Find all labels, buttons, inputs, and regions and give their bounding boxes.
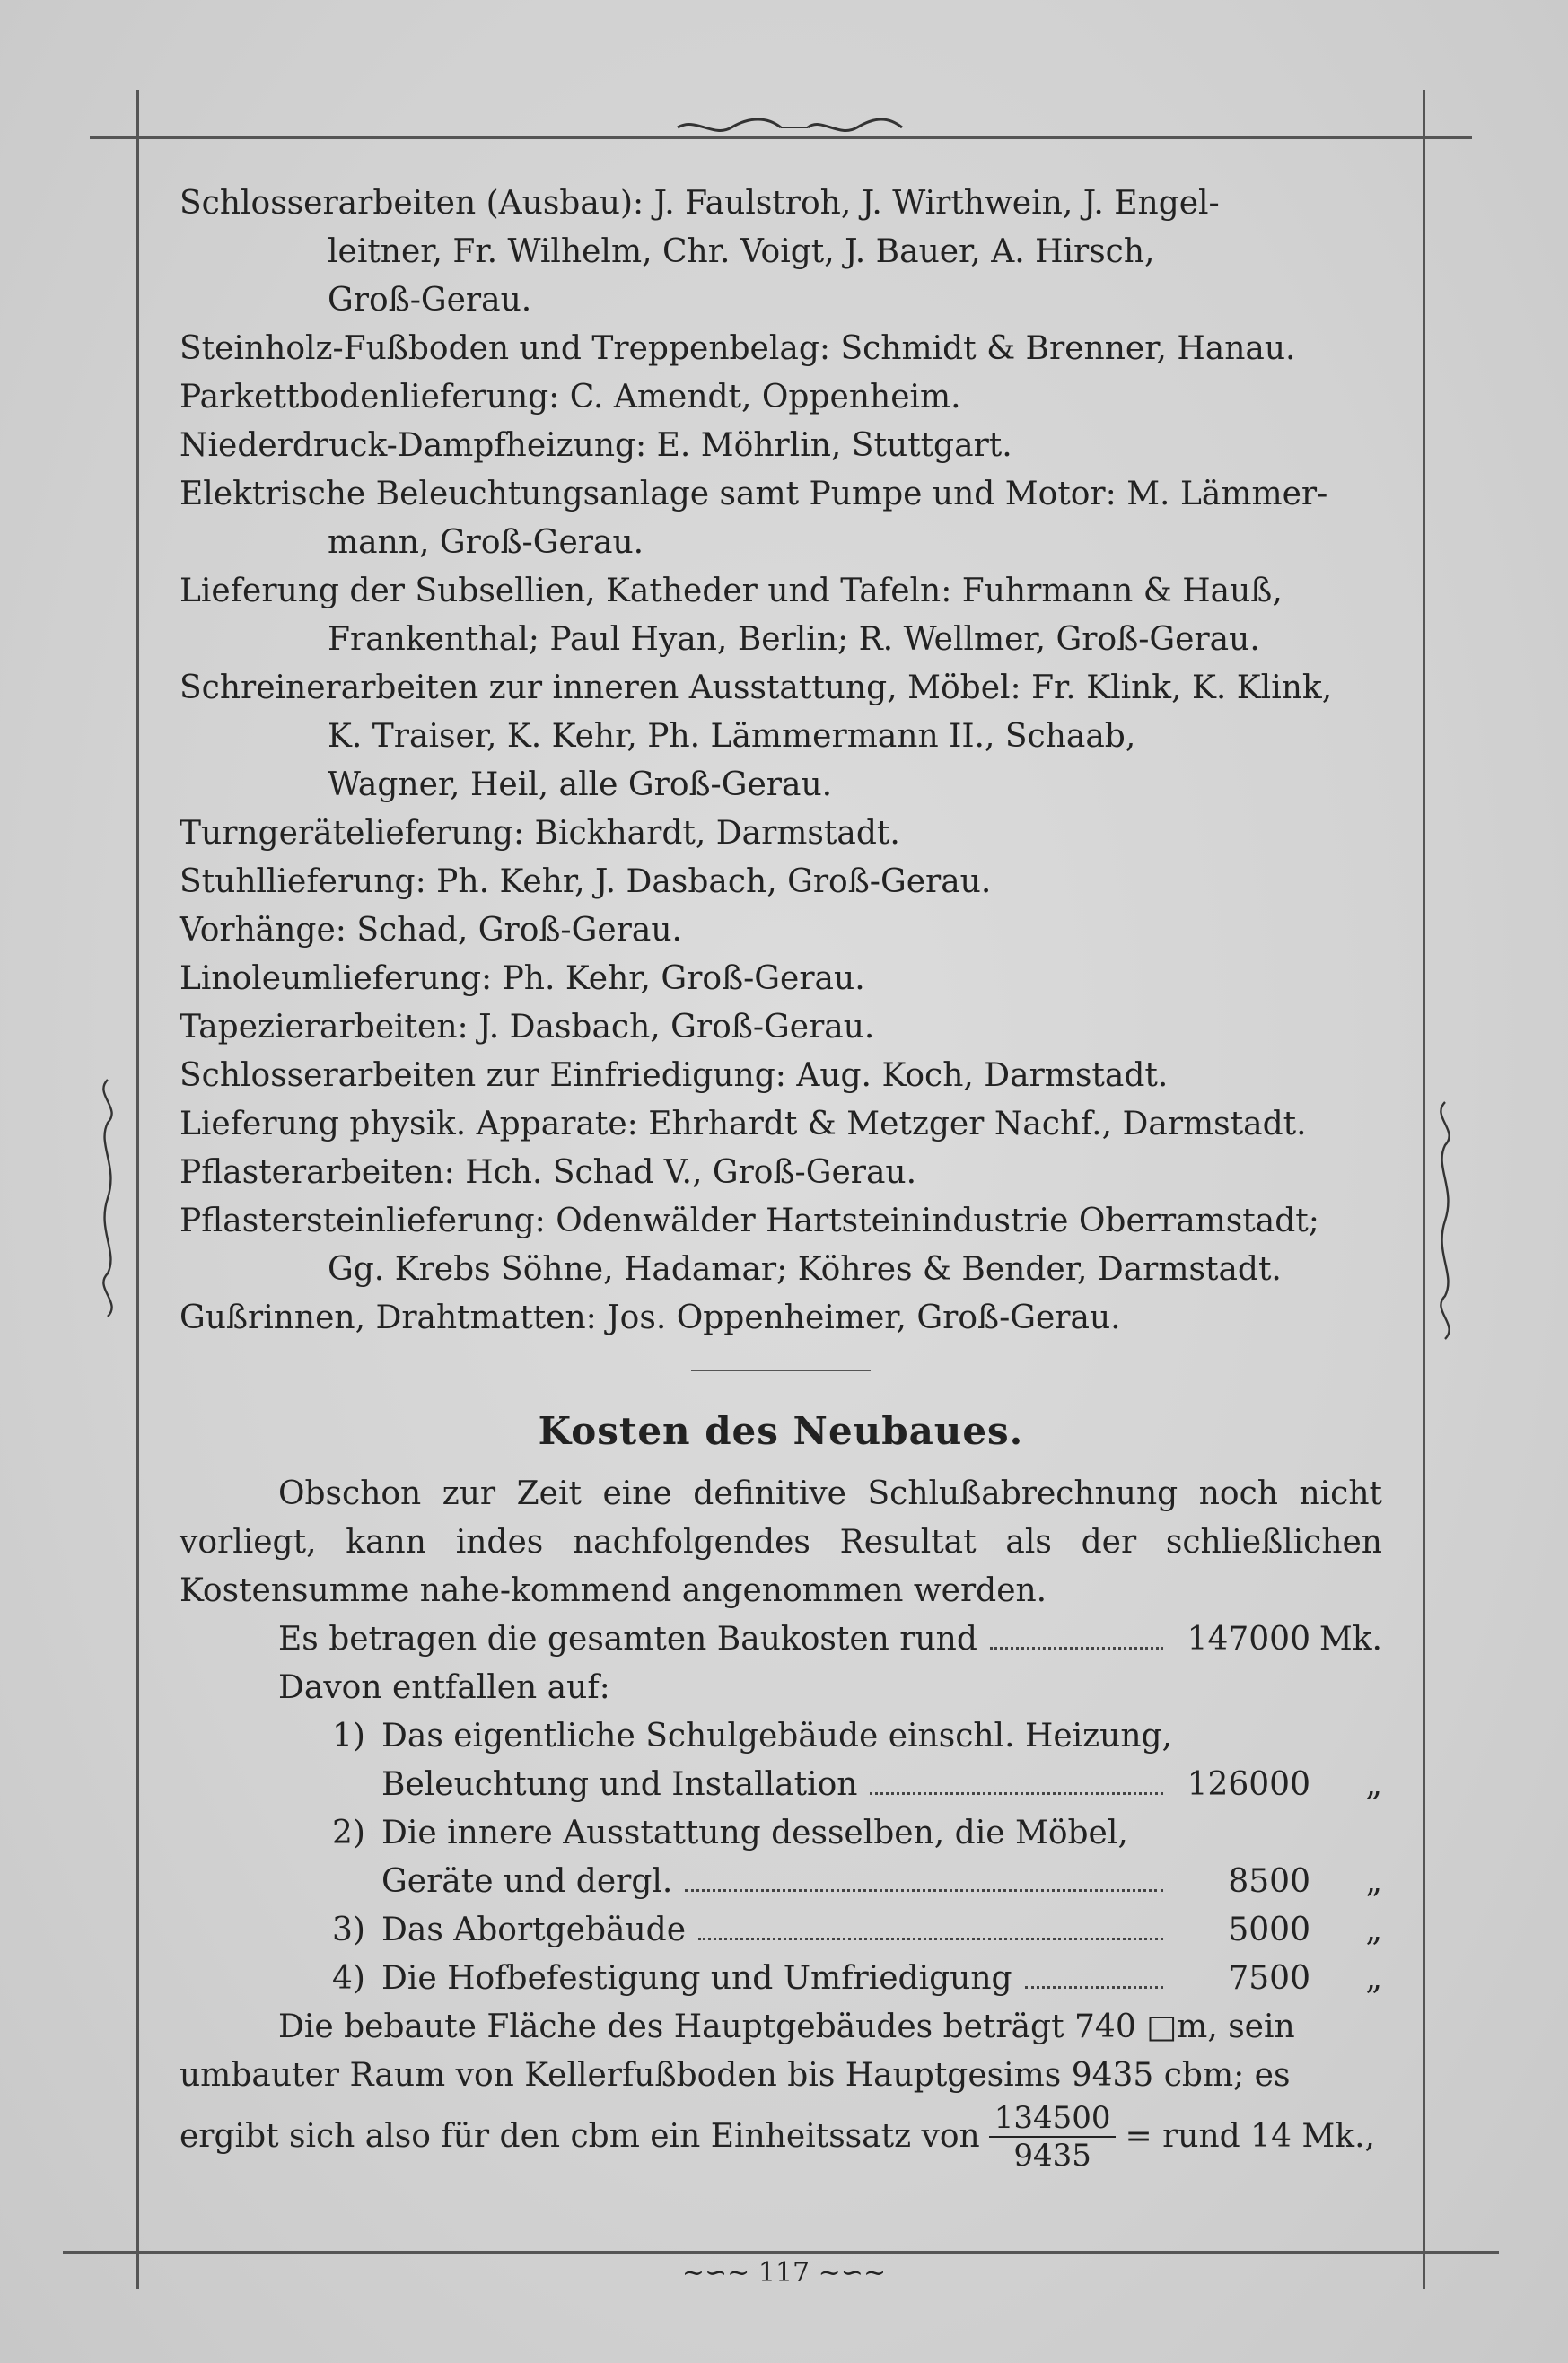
section-separator bbox=[691, 1370, 871, 1371]
contractor-entry bbox=[180, 325, 1382, 373]
cost-item-line1 bbox=[180, 1809, 1382, 1858]
cost-item-unit: „ bbox=[1365, 1863, 1382, 1900]
leader-dots bbox=[870, 1792, 1163, 1795]
entry-first-line: Pflastersteinlieferung: Odenwälder Hartsteinindustrie Oberramstadt; bbox=[180, 1203, 1319, 1239]
entry-first-line: Pflasterarbeiten: Hch. Schad V., Groß-Gerau. bbox=[180, 1154, 917, 1191]
contractor-entry bbox=[180, 906, 1382, 955]
contractor-entry bbox=[180, 810, 1382, 858]
entry-first-line: Lieferung physik. Apparate: Ehrhardt & Metzger Nachf., Darmstadt. bbox=[180, 1106, 1307, 1142]
entry-continuation-line: mann, Groß-Gerau. bbox=[328, 524, 644, 561]
contractor-entry bbox=[180, 373, 1382, 422]
cost-item-unit: „ bbox=[1365, 1912, 1382, 1948]
cost-item-label: Die Hofbefestigung und Umfriedigung bbox=[381, 1960, 1012, 1997]
bottom-rule bbox=[63, 2251, 1499, 2254]
cost-item-line bbox=[180, 1858, 1382, 1906]
leader-dots bbox=[990, 1647, 1163, 1650]
leader-dots bbox=[1025, 1986, 1163, 1989]
entry-first-line: Elektrische Beleuchtungsanlage samt Pumpe und Motor: M. Lämmer- bbox=[180, 476, 1328, 512]
entry-continuation-line: Wagner, Heil, alle Groß-Gerau. bbox=[328, 766, 833, 803]
page-footer bbox=[0, 2257, 1568, 2289]
entry-first-line: Vorhänge: Schad, Groß-Gerau. bbox=[180, 912, 682, 949]
right-rule bbox=[1423, 90, 1425, 2289]
page-number: 117 bbox=[758, 2257, 810, 2289]
entry-continuation-line: Gg. Krebs Söhne, Hadamar; Köhres & Bender, Darmstadt. bbox=[328, 1251, 1282, 1288]
entry-first-line: Steinholz-Fußboden und Treppenbelag: Schmidt & Brenner, Hanau. bbox=[180, 330, 1296, 367]
entry-first-line: Niederdruck-Dampfheizung: E. Möhrlin, Stuttgart. bbox=[180, 427, 1012, 464]
entry-continuation-line: Frankenthal; Paul Hyan, Berlin; R. Wellmer, Groß-Gerau. bbox=[328, 621, 1260, 658]
contractor-entry bbox=[180, 1100, 1382, 1149]
entry-first-line: Schlosserarbeiten (Ausbau): J. Faulstroh, J. Wirthwein, J. Engel- bbox=[180, 185, 1220, 222]
cost-item-label: Das Abortgebäude bbox=[381, 1912, 687, 1948]
closing-line-3 bbox=[180, 2100, 1382, 2174]
contractor-entry bbox=[180, 1003, 1382, 1052]
entry-first-line: Turngerätelieferung: Bickhardt, Darmstadt. bbox=[180, 815, 900, 852]
cost-item-line bbox=[180, 1906, 1382, 1955]
entry-first-line: Gußrinnen, Drahtmatten: Jos. Oppenheimer, Groß-Gerau. bbox=[180, 1300, 1121, 1336]
entry-first-line: Parkettbodenlieferung: C. Amendt, Oppenheim. bbox=[180, 379, 961, 416]
cost-items bbox=[180, 1712, 1382, 2003]
contractor-entry bbox=[180, 567, 1382, 664]
right-side-ornament bbox=[1427, 1072, 1463, 1369]
cost-item-label: Beleuchtung und Installation bbox=[381, 1766, 858, 1803]
contractor-entry bbox=[180, 1149, 1382, 1197]
left-side-ornament bbox=[90, 1050, 126, 1346]
closing-line-1: Die bebaute Fläche des Hauptgebäudes beträgt 740 □m, sein bbox=[278, 2009, 1295, 2045]
cost-item-text: Die innere Ausstattung desselben, die Möbel, bbox=[381, 1815, 1128, 1851]
fraction bbox=[989, 2100, 1117, 2174]
contractor-entry bbox=[180, 470, 1382, 567]
contractor-list bbox=[180, 179, 1382, 1343]
entry-continuation-line: Groß-Gerau. bbox=[328, 282, 532, 319]
contractor-entry bbox=[180, 1294, 1382, 1343]
total-cost-amount: 147000 bbox=[1187, 1621, 1310, 1658]
leader-dots bbox=[685, 1889, 1163, 1892]
section-heading: Kosten des Neubaues. bbox=[538, 1409, 1024, 1453]
entry-continuation-line: leitner, Fr. Wilhelm, Chr. Voigt, J. Bauer, A. Hirsch, bbox=[328, 233, 1155, 270]
cost-item-number: 2) bbox=[332, 1815, 365, 1851]
cost-item-unit: „ bbox=[1365, 1960, 1382, 1997]
contractor-entry bbox=[180, 1052, 1382, 1100]
left-rule bbox=[136, 90, 139, 2289]
page-content bbox=[180, 179, 1382, 2174]
fraction-numerator: 134500 bbox=[989, 2100, 1117, 2138]
cost-item-line1 bbox=[180, 1712, 1382, 1761]
cost-item-amount: 5000 bbox=[1228, 1912, 1310, 1948]
entry-first-line: Schlosserarbeiten zur Einfriedigung: Aug. Koch, Darmstadt. bbox=[180, 1057, 1169, 1094]
closing-line-2: umbauter Raum von Kellerfußboden bis Hauptgesims 9435 cbm; es bbox=[180, 2057, 1291, 2094]
entry-continuation-line: K. Traiser, K. Kehr, Ph. Lämmermann II., Schaab, bbox=[328, 718, 1136, 755]
entry-first-line: Tapezierarbeiten: J. Dasbach, Groß-Gerau. bbox=[180, 1009, 875, 1046]
fraction-denominator: 9435 bbox=[1013, 2138, 1091, 2174]
cost-item-line bbox=[180, 1955, 1382, 2003]
leader-dots bbox=[698, 1938, 1163, 1940]
cost-item-amount: 126000 bbox=[1187, 1766, 1310, 1803]
total-cost-unit: Mk. bbox=[1318, 1621, 1382, 1658]
cost-item-line bbox=[180, 1761, 1382, 1809]
contractor-entry bbox=[180, 955, 1382, 1003]
contractor-entry bbox=[180, 422, 1382, 470]
total-cost-line bbox=[180, 1615, 1382, 1664]
top-ornament bbox=[673, 115, 907, 140]
cost-item-number: 1) bbox=[332, 1718, 365, 1755]
cost-item-number: 3) bbox=[332, 1912, 365, 1948]
closing-line-3-result: = rund 14 Mk., bbox=[1125, 2118, 1375, 2155]
entry-first-line: Linoleumlieferung: Ph. Kehr, Groß-Gerau. bbox=[180, 960, 865, 997]
total-cost-label: Es betragen die gesamten Baukosten rund bbox=[278, 1621, 977, 1658]
contractor-entry bbox=[180, 179, 1382, 325]
cost-item-amount: 7500 bbox=[1228, 1960, 1310, 1997]
entry-first-line: Lieferung der Subsellien, Katheder und Tafeln: Fuhrmann & Hauß, bbox=[180, 573, 1283, 609]
entry-first-line: Stuhllieferung: Ph. Kehr, J. Dasbach, Groß-Gerau. bbox=[180, 863, 992, 900]
cost-item-label: Geräte und dergl. bbox=[381, 1863, 673, 1900]
cost-item-amount: 8500 bbox=[1228, 1863, 1310, 1900]
cost-item-text: Das eigentliche Schulgebäude einschl. Heizung, bbox=[381, 1718, 1172, 1755]
footer-ornament-right: ~∽~ bbox=[818, 2257, 887, 2289]
cost-item-unit: „ bbox=[1365, 1766, 1382, 1803]
intro-paragraph: Obschon zur Zeit eine definitive Schlußabrechnung noch nicht vorliegt, kann indes nachfolgendes Resultat als der schließlichen Kostensumme nahe-kommend angenommen werden. bbox=[180, 1475, 1382, 1609]
entry-first-line: Schreinerarbeiten zur inneren Ausstattung, Möbel: Fr. Klink, K. Klink, bbox=[180, 670, 1333, 706]
cost-item-number: 4) bbox=[332, 1960, 365, 1997]
footer-ornament-left: ~∽~ bbox=[681, 2257, 758, 2289]
davon-line: Davon entfallen auf: bbox=[278, 1669, 610, 1706]
closing-line-3-text: ergibt sich also für den cbm ein Einheitssatz von bbox=[180, 2118, 980, 2155]
contractor-entry bbox=[180, 1197, 1382, 1294]
contractor-entry bbox=[180, 858, 1382, 906]
contractor-entry bbox=[180, 664, 1382, 810]
